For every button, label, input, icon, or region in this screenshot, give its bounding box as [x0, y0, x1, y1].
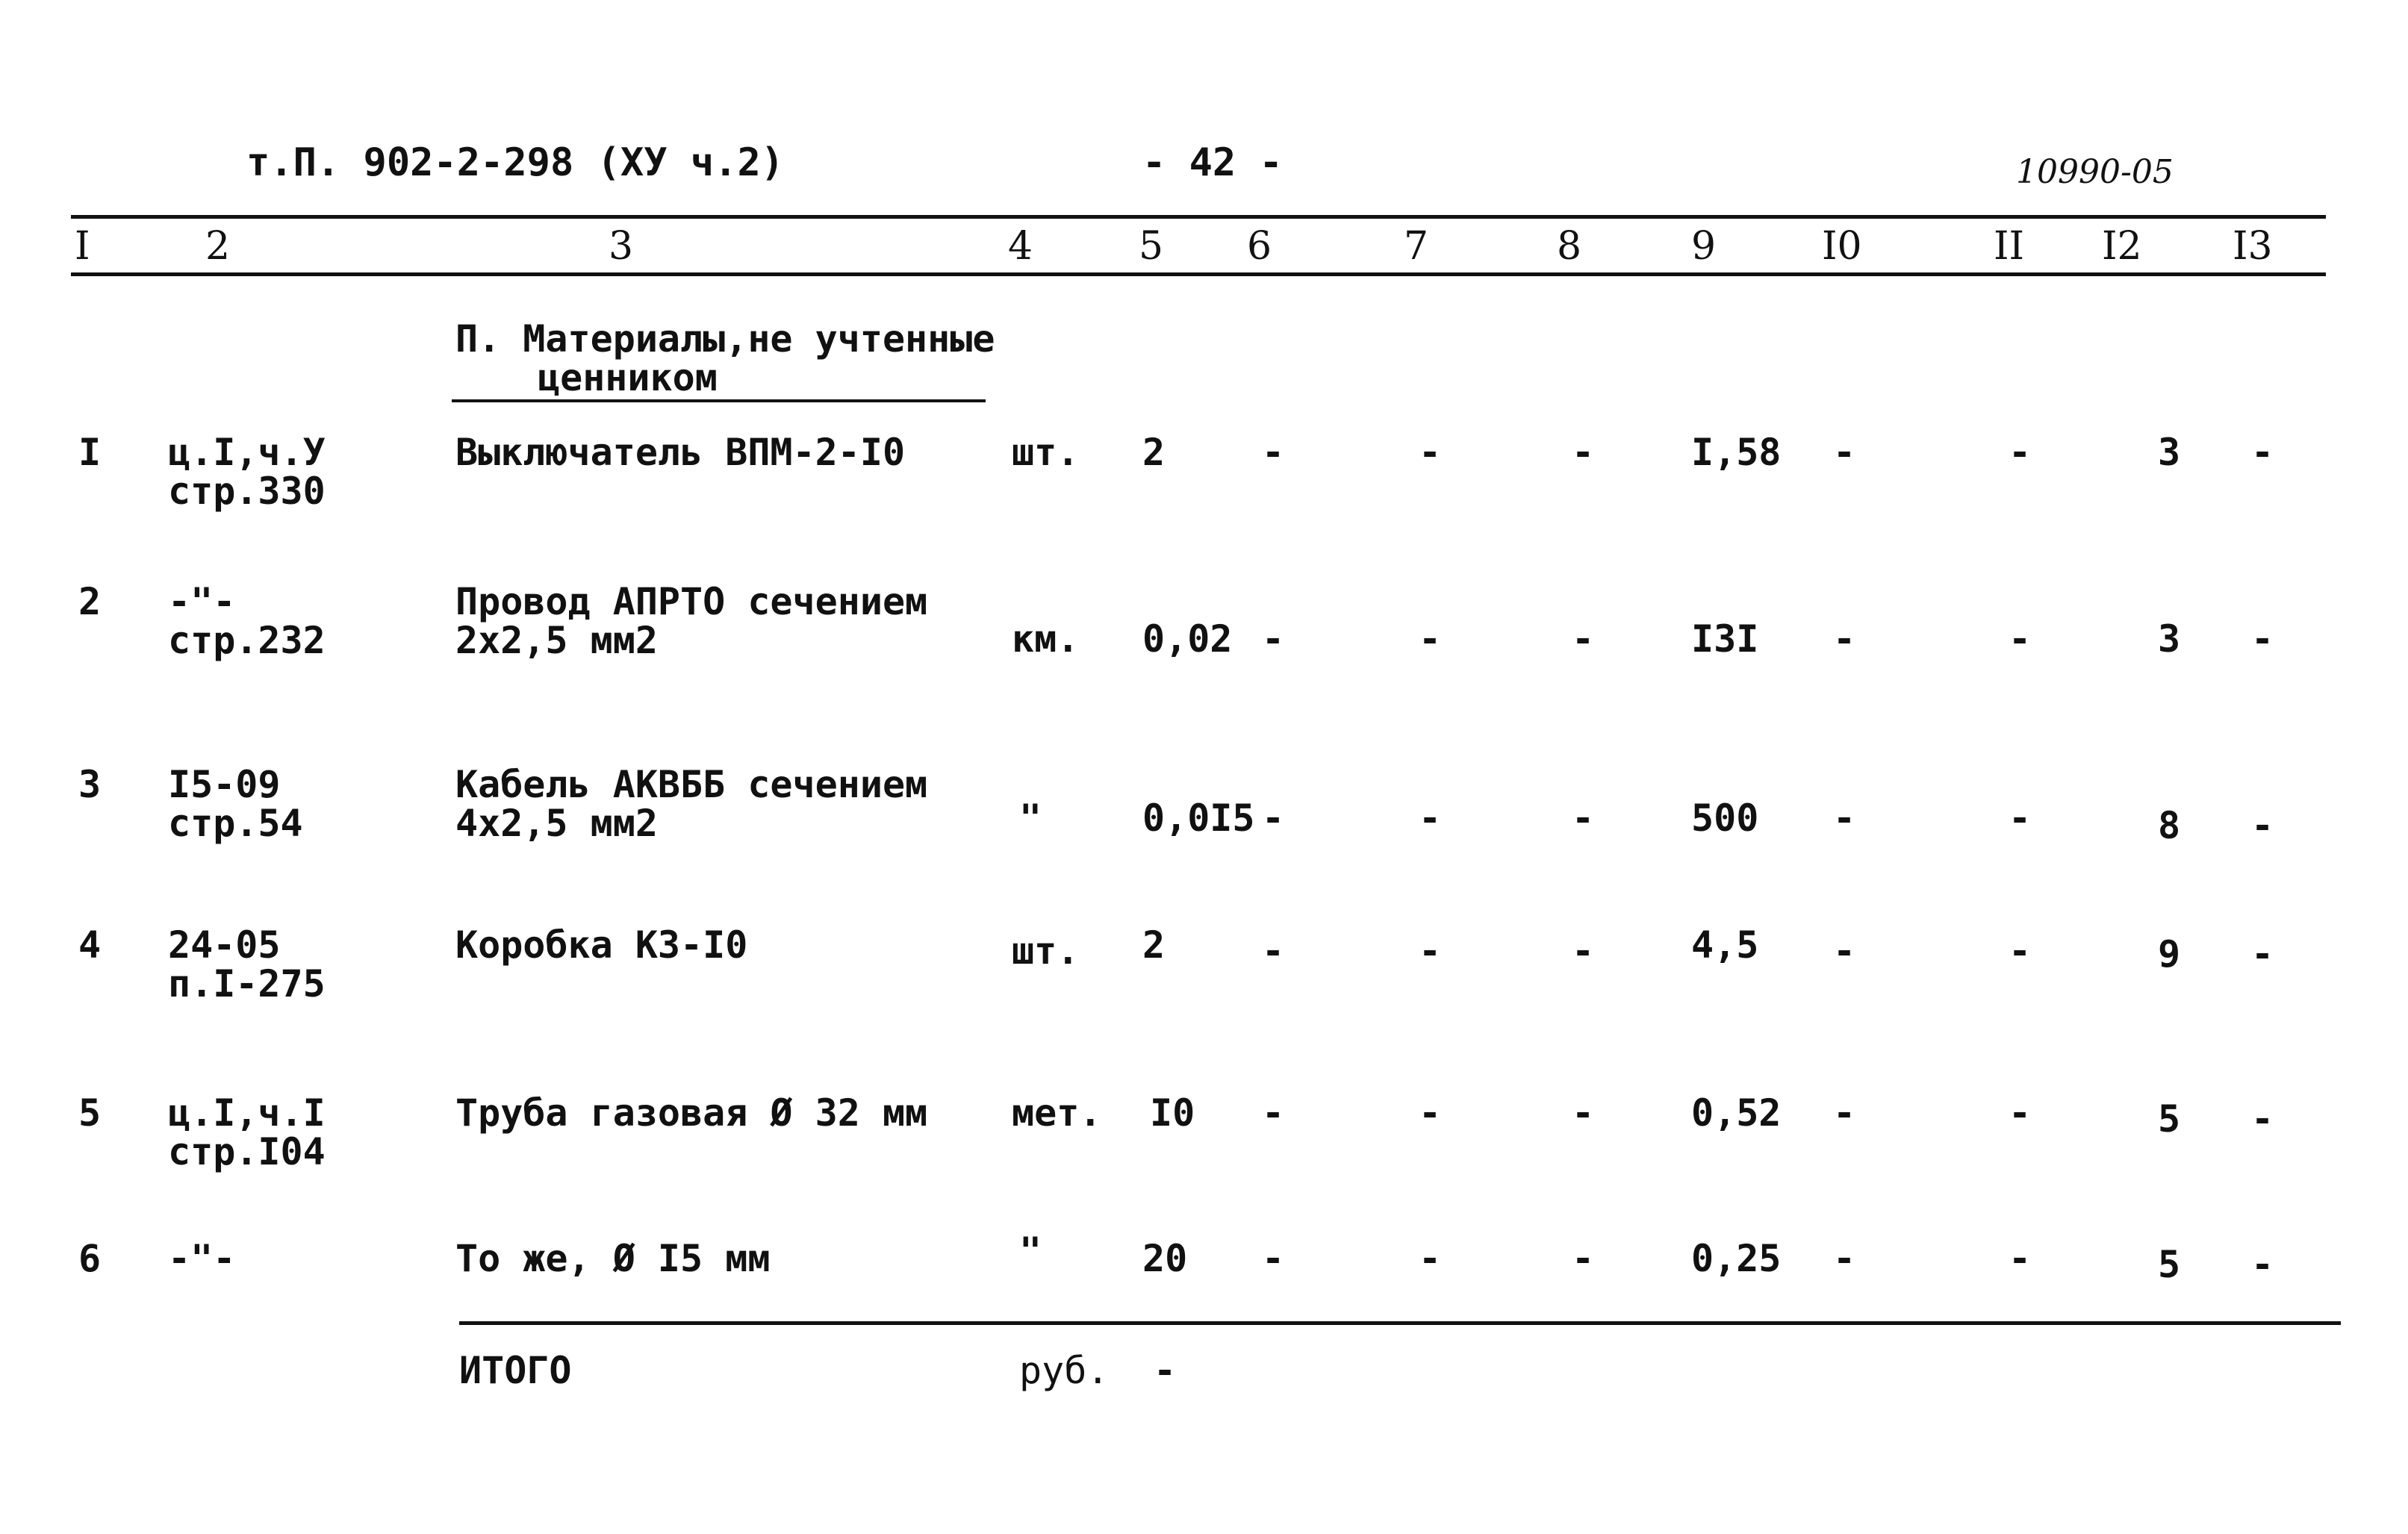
row-col13: - — [2251, 932, 2274, 976]
row-col13: - — [2251, 1097, 2274, 1141]
row-number: 2 — [78, 580, 102, 623]
row-col6: - — [1262, 796, 1285, 840]
page-number: - 42 - — [1142, 140, 1283, 185]
row-col5: 2 — [1142, 431, 1166, 474]
column-number: 2 — [205, 224, 231, 269]
row-number: 5 — [78, 1091, 102, 1135]
row-code — [168, 923, 326, 1005]
row-number: 4 — [78, 923, 102, 967]
code-line: ц.I,ч.I — [168, 1091, 326, 1135]
name-line: Труба газовая Ø 32 мм — [455, 1091, 928, 1135]
row-col7: - — [1419, 1237, 1442, 1280]
row-unit: " — [1019, 1229, 1042, 1273]
row-col8: - — [1572, 617, 1595, 661]
row-col12: 5 — [2158, 1243, 2181, 1286]
row-col8: - — [1572, 796, 1595, 840]
column-number: 7 — [1404, 224, 1429, 269]
section-title — [455, 319, 995, 397]
total-label: ИТОГО — [459, 1349, 572, 1392]
row-col10: - — [1833, 617, 1856, 661]
name-line: Выключатель ВПМ-2-I0 — [455, 431, 906, 474]
column-number: 5 — [1139, 224, 1164, 269]
row-col13: - — [2251, 431, 2274, 474]
row-col6: - — [1262, 617, 1285, 661]
row-col11: - — [2009, 1237, 2032, 1280]
row-col7: - — [1419, 1091, 1442, 1135]
row-col10: - — [1833, 1091, 1856, 1135]
row-code — [168, 582, 326, 660]
row-col9: 500 — [1691, 796, 1759, 840]
code-line: ц.I,ч.У — [168, 431, 326, 474]
row-col9: 0,52 — [1691, 1091, 1782, 1135]
total-rule — [459, 1321, 2341, 1325]
row-col12: 9 — [2158, 932, 2181, 976]
row-col13: - — [2251, 804, 2274, 847]
header-bottom-rule — [71, 272, 2326, 276]
code-line: -"- — [168, 580, 236, 623]
code-line: I5-09 — [168, 763, 281, 806]
row-col11: - — [2009, 617, 2032, 661]
row-name — [455, 1239, 770, 1278]
row-col9: I,58 — [1691, 431, 1782, 474]
section-title-line: ценником — [538, 356, 718, 399]
row-col7: - — [1419, 929, 1442, 973]
name-line: Провод АПРТО сечением — [455, 580, 928, 623]
row-number: 6 — [78, 1237, 102, 1280]
row-col12: 5 — [2158, 1097, 2181, 1141]
row-col10: - — [1833, 796, 1856, 840]
row-col9: I3I — [1691, 617, 1759, 661]
name-line: То же, Ø I5 мм — [455, 1237, 771, 1280]
row-col9: 4,5 — [1691, 923, 1759, 967]
row-col12: 3 — [2158, 431, 2181, 474]
code-line: -"- — [168, 1237, 236, 1280]
column-number: 4 — [1008, 224, 1033, 269]
row-name — [455, 582, 927, 660]
row-col7: - — [1419, 431, 1442, 474]
row-name — [455, 1091, 928, 1135]
row-col8: - — [1572, 1091, 1595, 1135]
row-col10: - — [1833, 929, 1856, 973]
row-unit: мет. — [1012, 1091, 1102, 1135]
row-col5: 0,0I5 — [1142, 796, 1255, 840]
row-col13: - — [2251, 1243, 2274, 1286]
column-number: 6 — [1247, 224, 1272, 269]
column-number: 9 — [1691, 224, 1717, 269]
total-unit: руб. — [1019, 1349, 1110, 1392]
section-title-underline — [452, 399, 986, 402]
row-col9: 0,25 — [1691, 1237, 1782, 1280]
code-line: 24-05 — [168, 923, 281, 967]
row-col10: - — [1833, 1237, 1856, 1280]
row-col10: - — [1833, 431, 1856, 474]
column-number: II — [1994, 224, 2025, 269]
row-col6: - — [1262, 431, 1285, 474]
code-line: п.I-275 — [168, 962, 326, 1005]
name-line: Коробка КЗ-I0 — [455, 923, 748, 967]
row-col11: - — [2009, 929, 2032, 973]
row-code — [168, 433, 326, 511]
column-number: I0 — [1822, 224, 1862, 269]
header-top-rule — [71, 215, 2326, 219]
row-col5: 2 — [1142, 923, 1166, 967]
row-col11: - — [2009, 1091, 2032, 1135]
row-col12: 3 — [2158, 617, 2181, 661]
row-col12: 8 — [2158, 804, 2181, 847]
row-col7: - — [1419, 617, 1442, 661]
code-line: стр.54 — [168, 802, 303, 845]
row-col11: - — [2009, 431, 2032, 474]
archive-number: 10990-05 — [2016, 153, 2174, 191]
row-col13: - — [2251, 617, 2274, 661]
row-name — [455, 923, 748, 967]
row-name — [455, 765, 927, 843]
total-value: - — [1154, 1349, 1177, 1392]
row-number: 3 — [78, 763, 102, 806]
row-col6: - — [1262, 1091, 1285, 1135]
row-unit: км. — [1012, 617, 1080, 661]
row-col8: - — [1572, 431, 1595, 474]
row-code — [168, 1091, 326, 1173]
name-line: 4х2,5 мм2 — [455, 802, 658, 845]
row-unit: шт. — [1012, 431, 1080, 474]
code-line: стр.I04 — [168, 1130, 326, 1173]
section-title-line: П. Материалы,не учтенные — [455, 317, 995, 361]
row-unit: " — [1019, 796, 1042, 840]
document-reference: т.П. 902-2-298 (ХУ ч.2) — [246, 140, 785, 185]
row-col5: I0 — [1150, 1091, 1195, 1135]
column-number: 8 — [1557, 224, 1582, 269]
name-line: 2х2,5 мм2 — [455, 619, 658, 662]
row-col8: - — [1572, 929, 1595, 973]
row-col11: - — [2009, 796, 2032, 840]
name-line: Кабель АКВББ сечением — [455, 763, 928, 806]
row-number: I — [78, 431, 102, 474]
row-name — [455, 433, 905, 472]
row-col5: 20 — [1142, 1237, 1188, 1280]
row-col6: - — [1262, 929, 1285, 973]
row-code — [168, 765, 303, 843]
column-number: 3 — [609, 224, 634, 269]
row-col7: - — [1419, 796, 1442, 840]
column-number: I2 — [2102, 224, 2142, 269]
row-col8: - — [1572, 1237, 1595, 1280]
row-col5: 0,02 — [1142, 617, 1233, 661]
column-number: I3 — [2233, 224, 2273, 269]
column-number: I — [75, 224, 90, 269]
code-line: стр.330 — [168, 470, 326, 513]
row-unit: шт. — [1012, 929, 1080, 973]
code-line: стр.232 — [168, 619, 326, 662]
row-col6: - — [1262, 1237, 1285, 1280]
row-code — [168, 1239, 235, 1278]
